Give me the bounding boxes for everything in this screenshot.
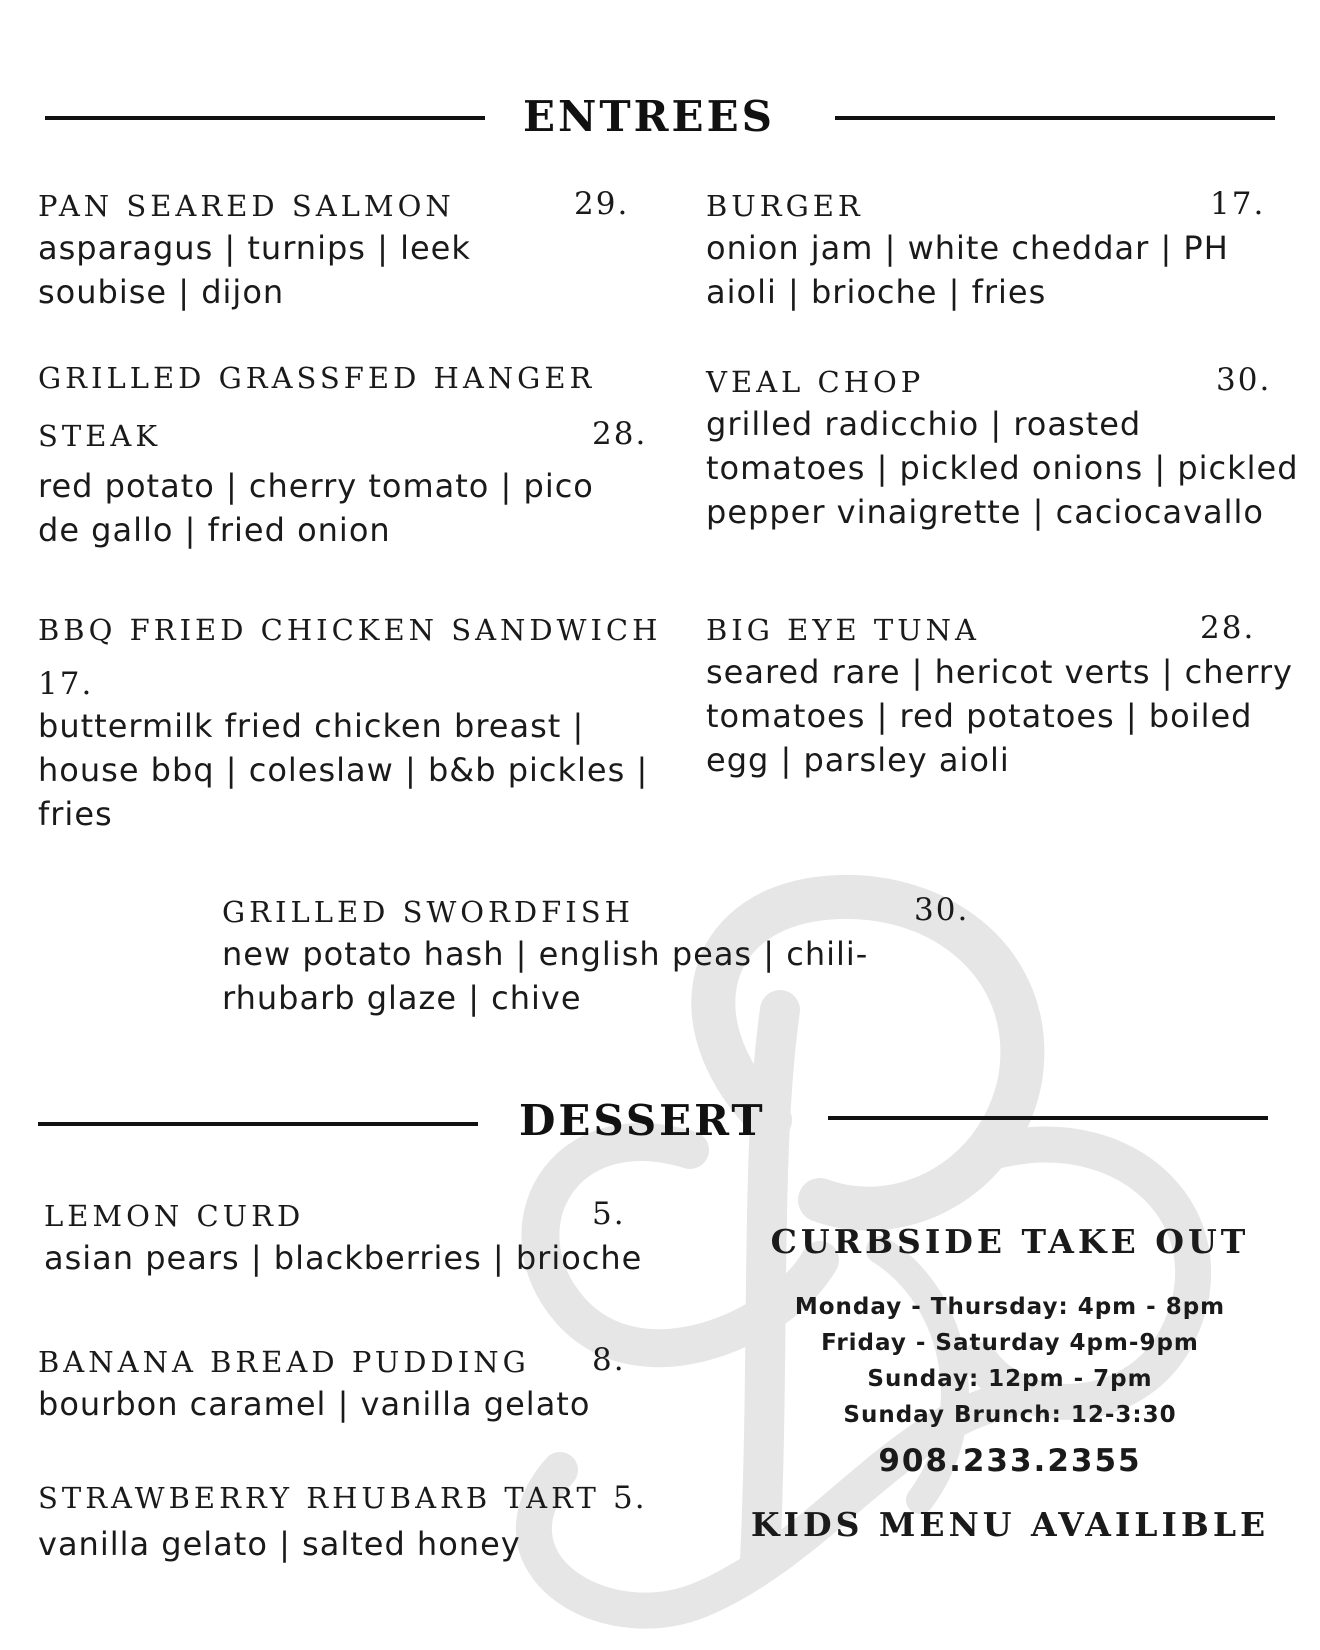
item-price: 28. (592, 416, 648, 452)
item-price: 5. (592, 1196, 626, 1232)
kids-menu-note: KIDS MENU AVAILIBLE (750, 1505, 1270, 1544)
menu-item-banana-bread-pudding (38, 1342, 678, 1426)
item-description: vanilla gelato | salted honey (38, 1525, 521, 1563)
hours-line: Sunday Brunch: 12-3:30 (843, 1402, 1177, 1428)
entrees-heading: ENTREES (523, 92, 775, 141)
item-name-line2: STEAK (38, 419, 161, 453)
heading-rule-right (828, 1116, 1268, 1120)
item-description: red potato | cherry tomato | pico de gallo | fried onion (38, 467, 594, 549)
hours-line: Sunday: 12pm - 7pm (867, 1366, 1153, 1392)
menu-item-pan-seared-salmon (38, 186, 638, 314)
item-price: 8. (592, 1342, 626, 1378)
item-price: 17. (38, 666, 94, 702)
item-description: bourbon caramel | vanilla gelato (38, 1385, 591, 1423)
item-name: GRILLED SWORDFISH (222, 895, 634, 929)
item-name: LEMON CURD (44, 1199, 305, 1233)
menu-item-big-eye-tuna (706, 610, 1306, 782)
item-price: 29. (574, 186, 630, 222)
heading-rule-left (38, 1122, 478, 1126)
item-description: asian pears | blackberries | brioche (44, 1239, 643, 1277)
item-description: buttermilk fried chicken breast | house bbq | coleslaw | b&b pickles | fries (38, 707, 649, 833)
item-description: new potato hash | english peas | chili-rhubarb glaze | chive (222, 935, 869, 1017)
item-name (38, 1478, 698, 1518)
item-price: 30. (1216, 362, 1272, 398)
menu-item-burger (706, 186, 1266, 314)
item-name-text: STRAWBERRY RHUBARB TART (38, 1481, 600, 1515)
item-description: onion jam | white cheddar | PH aioli | brioche | fries (706, 229, 1229, 311)
hours-line: Monday - Thursday: 4pm - 8pm (794, 1294, 1226, 1320)
menu-item-lemon-curd (44, 1196, 684, 1280)
menu-item-veal-chop (706, 362, 1316, 534)
item-description: asparagus | turnips | leek soubise | dijon (38, 229, 471, 311)
heading-rule-left (45, 116, 485, 120)
menu-item-hanger-steak (38, 358, 658, 552)
curbside-info (740, 1222, 1280, 1544)
item-price: 28. (1200, 610, 1256, 646)
curbside-title: CURBSIDE TAKE OUT (770, 1222, 1250, 1261)
item-price: 30. (914, 892, 970, 928)
item-name: BBQ FRIED CHICKEN SANDWICH (38, 613, 662, 647)
item-price: 5. (613, 1480, 647, 1516)
dessert-heading: DESSERT (519, 1096, 766, 1145)
item-price: 17. (1210, 186, 1266, 222)
item-name: BIG EYE TUNA (706, 613, 980, 647)
hours-line: Friday - Saturday 4pm-9pm (821, 1330, 1199, 1356)
item-description: seared rare | hericot verts | cherry tomatoes | red potatoes | boiled egg | parsley aioli (706, 653, 1293, 779)
heading-rule-right (835, 116, 1275, 120)
menu-item-grilled-swordfish (222, 892, 982, 1020)
item-name: BURGER (706, 189, 864, 223)
item-description: grilled radicchio | roasted tomatoes | pickled onions | pickled pepper vinaigrette | caciocavallo (706, 405, 1299, 531)
hours-list (740, 1289, 1280, 1433)
item-name-line1: GRILLED GRASSFED HANGER (38, 361, 596, 395)
menu-item-bbq-chicken-sandwich (38, 610, 678, 836)
phone-number[interactable]: 908.233.2355 (878, 1443, 1142, 1479)
menu-item-strawberry-rhubarb-tart (38, 1478, 698, 1566)
item-name: BANANA BREAD PUDDING (38, 1345, 530, 1379)
item-name: VEAL CHOP (706, 365, 925, 399)
item-name: PAN SEARED SALMON (38, 189, 455, 223)
